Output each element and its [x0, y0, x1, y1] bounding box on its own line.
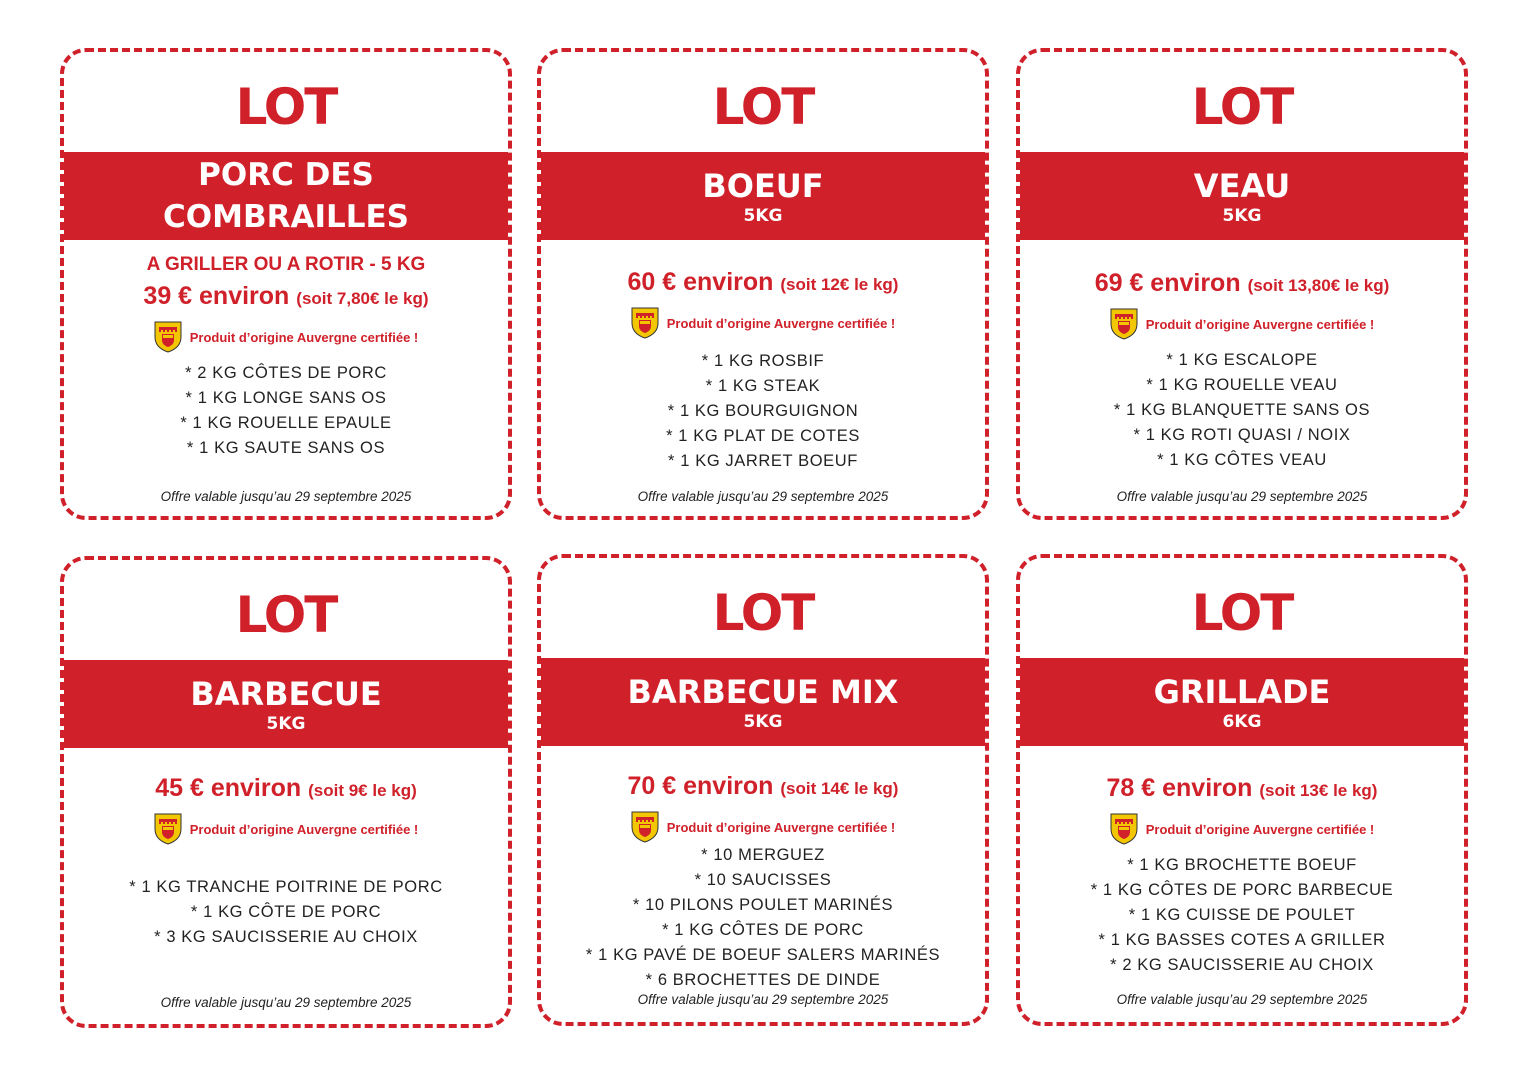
auvergne-shield-icon [154, 813, 182, 845]
offer-validity: Offre valable jusqu’au 29 septembre 2025 [1116, 992, 1368, 1007]
list-item: * 10 SAUCISSES [694, 871, 832, 889]
title-banner [541, 152, 985, 240]
offer-validity: Offre valable jusqu’au 29 septembre 2025 [637, 489, 889, 504]
price-value: 45 € environ [155, 774, 302, 802]
list-item: * 1 KG BLANQUETTE SANS OS [1113, 401, 1371, 419]
list-item: * 1 KG PLAT DE COTES [666, 427, 860, 445]
list-item: * 1 KG BROCHETTE BOEUF [1127, 856, 1357, 874]
list-item: * 2 KG SAUCISSERIE AU CHOIX [1110, 956, 1374, 974]
price-value: 39 € environ [143, 282, 290, 310]
list-item: * 6 BROCHETTES DE DINDE [645, 971, 881, 989]
list-item: * 1 KG LONGE SANS OS [185, 389, 387, 407]
price [1020, 267, 1464, 302]
origin-label [64, 813, 508, 845]
title: GRILLADE [1153, 673, 1331, 711]
title-line-1: PORC DES [198, 157, 374, 193]
list-item: * 1 KG ROUELLE EPAULE [180, 414, 392, 432]
lot-heading: LOT [235, 586, 337, 644]
lot-card-barbecue-mix [537, 554, 989, 1026]
lot-heading: LOT [1191, 78, 1293, 136]
item-list [1020, 348, 1464, 473]
origin-label [1020, 308, 1464, 340]
origin-label [541, 307, 985, 339]
item-list [541, 349, 985, 474]
offer-validity: Offre valable jusqu’au 29 septembre 2025 [160, 489, 412, 504]
title-line-2: COMBRAILLES [163, 199, 409, 235]
card-body [541, 266, 985, 474]
card-body [1020, 267, 1464, 473]
item-list [64, 361, 508, 461]
list-item: * 1 KG CUISSE DE POULET [1128, 906, 1356, 924]
list-item: * 1 KG BASSES COTES A GRILLER [1098, 931, 1386, 949]
price-per-kg: (soit 13€ le kg) [1259, 781, 1378, 800]
origin-label [64, 321, 508, 353]
list-item: * 1 KG ROTI QUASI / NOIX [1133, 426, 1351, 444]
auvergne-shield-icon [1110, 308, 1138, 340]
price [64, 772, 508, 807]
title-banner [64, 660, 508, 748]
title-banner [64, 152, 508, 240]
weight: 5KG [743, 712, 783, 732]
lot-card-barbecue [60, 556, 512, 1028]
lot-heading: LOT [235, 78, 337, 136]
auvergne-shield-icon [631, 307, 659, 339]
weight: 5KG [743, 206, 783, 226]
list-item: * 10 PILONS POULET MARINÉS [632, 896, 894, 914]
auvergne-shield-icon [1110, 813, 1138, 845]
subtitle: A GRILLER OU A ROTIR - 5 KG [146, 254, 426, 275]
price-value: 70 € environ [627, 772, 774, 800]
auvergne-shield-icon [154, 321, 182, 353]
title: VEAU [1193, 167, 1291, 205]
list-item: * 1 KG SAUTE SANS OS [186, 439, 386, 457]
price-value: 60 € environ [627, 268, 774, 296]
card-body [541, 770, 985, 993]
weight: 5KG [1222, 206, 1262, 226]
origin-label [1020, 813, 1464, 845]
price [1020, 772, 1464, 807]
list-item: * 1 KG ROUELLE VEAU [1146, 376, 1338, 394]
lot-card-grillade [1016, 554, 1468, 1026]
price-per-kg: (soit 14€ le kg) [780, 779, 899, 798]
weight: 6KG [1222, 712, 1262, 732]
lot-heading: LOT [712, 78, 814, 136]
offer-validity: Offre valable jusqu’au 29 septembre 2025 [160, 995, 412, 1010]
list-item: * 1 KG ESCALOPE [1166, 351, 1318, 369]
title-banner [1020, 658, 1464, 746]
lot-card-boeuf [537, 48, 989, 520]
origin-text: Produit d’origine Auvergne certifiée ! [666, 819, 896, 835]
title: BARBECUE [190, 675, 382, 713]
lot-heading: LOT [1191, 584, 1293, 642]
title-banner [541, 658, 985, 746]
origin-text: Produit d’origine Auvergne certifiée ! [666, 315, 896, 331]
price [541, 770, 985, 805]
price [541, 266, 985, 301]
list-item: * 1 KG STEAK [705, 377, 821, 395]
price-per-kg: (soit 7,80€ le kg) [296, 289, 429, 308]
auvergne-shield-icon [631, 811, 659, 843]
card-body [1020, 772, 1464, 978]
lot-card-porc [60, 48, 512, 520]
item-list [1020, 853, 1464, 978]
item-list [541, 843, 985, 993]
item-list [64, 875, 508, 950]
price-value: 69 € environ [1094, 269, 1241, 297]
title: BOEUF [702, 167, 824, 205]
list-item: * 10 MERGUEZ [701, 846, 825, 864]
list-item: * 1 KG CÔTES DE PORC [662, 921, 864, 939]
offer-validity: Offre valable jusqu’au 29 septembre 2025 [637, 992, 889, 1007]
offer-validity: Offre valable jusqu’au 29 septembre 2025 [1116, 489, 1368, 504]
list-item: * 1 KG JARRET BOEUF [668, 452, 858, 470]
card-body [64, 772, 508, 950]
list-item: * 2 KG CÔTES DE PORC [185, 364, 387, 382]
list-item: * 1 KG CÔTES DE PORC BARBECUE [1090, 881, 1394, 899]
price [64, 280, 508, 315]
title: BARBECUE MIX [627, 673, 899, 711]
title-banner [1020, 152, 1464, 240]
price-value: 78 € environ [1106, 774, 1253, 802]
list-item: * 3 KG SAUCISSERIE AU CHOIX [154, 928, 418, 946]
list-item: * 1 KG CÔTES VEAU [1157, 451, 1327, 469]
origin-text: Produit d’origine Auvergne certifiée ! [1145, 821, 1375, 837]
price-per-kg: (soit 13,80€ le kg) [1247, 276, 1390, 295]
list-item: * 1 KG TRANCHE POITRINE DE PORC [129, 878, 443, 896]
card-body [64, 254, 508, 461]
price-per-kg: (soit 12€ le kg) [780, 275, 899, 294]
list-item: * 1 KG PAVÉ DE BOEUF SALERS MARINÉS [585, 946, 941, 964]
origin-text: Produit d’origine Auvergne certifiée ! [189, 329, 419, 345]
price-per-kg: (soit 9€ le kg) [308, 781, 417, 800]
weight: 5KG [266, 714, 306, 734]
origin-text: Produit d’origine Auvergne certifiée ! [1145, 316, 1375, 332]
lot-heading: LOT [712, 584, 814, 642]
list-item: * 1 KG BOURGUIGNON [667, 402, 859, 420]
lot-card-veau [1016, 48, 1468, 520]
list-item: * 1 KG CÔTE DE PORC [190, 903, 382, 921]
origin-text: Produit d’origine Auvergne certifiée ! [189, 821, 419, 837]
origin-label [541, 811, 985, 843]
list-item: * 1 KG ROSBIF [701, 352, 825, 370]
